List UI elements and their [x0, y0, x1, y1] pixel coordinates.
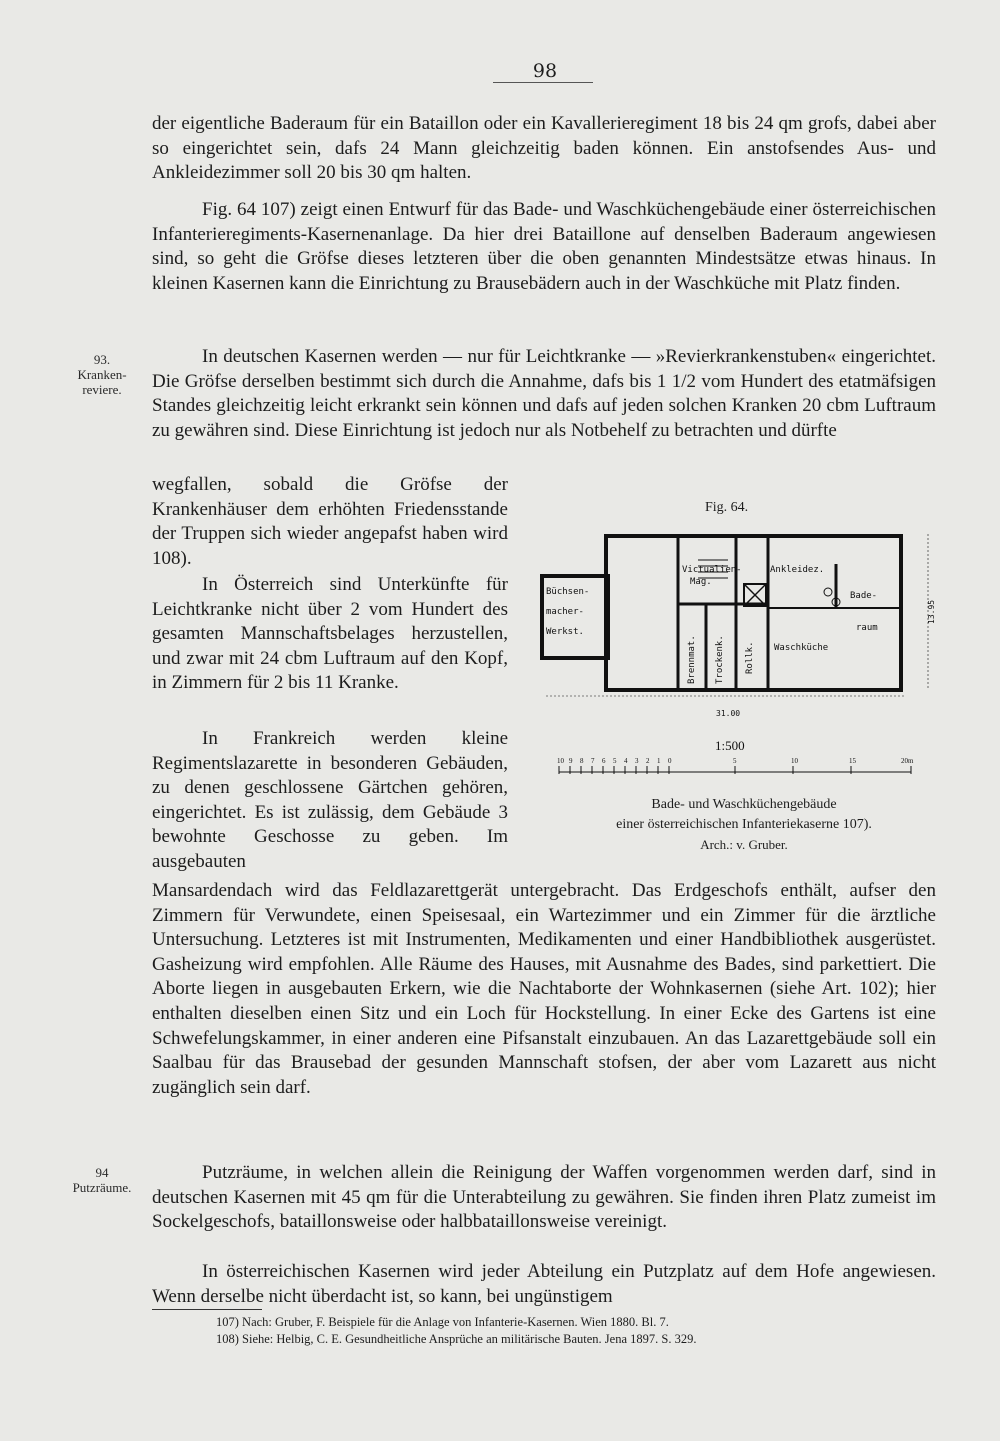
room-label: Werkst. [546, 627, 584, 637]
footnote: 108) Siehe: Helbig, C. E. Gesundheitliche Ansprüche an militärische Bauten. Jena 1897. S. 329. [216, 1332, 697, 1346]
scale-tick-label: 0 [668, 757, 672, 765]
scale-tick-label: 15 [849, 757, 856, 765]
footnote: 107) Nach: Gruber, F. Beispiele für die Anlage von Infanterie-Kasernen. Wien 1880. Bl. 7. [216, 1315, 669, 1329]
figure-caption-architect: Arch.: v. Gruber. [700, 837, 788, 852]
room-label: Victualien- [682, 565, 742, 575]
room-label: Ankleidez. [770, 565, 825, 575]
scale-tick-label: 5 [613, 757, 617, 765]
scale-tick-label: 4 [624, 757, 628, 765]
room-label: Rollk. [745, 641, 755, 674]
margin-note-94 [62, 1165, 142, 1195]
scale-ratio: 1:500 [715, 738, 745, 753]
room-label: Bade- [850, 591, 878, 601]
paragraph-1: der eigentliche Baderaum für ein Bataillon oder ein Kavallerieregiment 18 bis 24 qm grofs, dabei aber so eingerichtet sein, dafs 24 Mann gleichzeitig baden können. Ein anstofsendes Aus- und Ankleidezimmer soll 20 bis 30 qm halten. [152, 113, 936, 184]
room-label: Brennmat. [687, 635, 697, 684]
margin-note-label: Putzräume. [72, 1180, 132, 1195]
paragraph-3: In deutschen Kasernen werden — nur für Leichtkranke — »Revierkrankenstuben« eingerichtet. Die Gröfse derselben bestimmt sich durch die Annahme, dafs bis 1 1/2 vom Hundert des etatmäfsigen Standes gleichzeitig leicht erkrankt sein können und dafs auf jeden solchen Kranken 20 cbm Luftraum zu gewähren sind. Diese Einrichtung ist jedoch nur als Notbehelf zu betrachten und dürfte [152, 346, 936, 441]
room-label: Mag. [690, 577, 712, 587]
room-label: Büchsen- [546, 587, 590, 597]
scale-tick-label: 10 [791, 757, 798, 765]
figure-caption [548, 795, 940, 855]
room-label: macher- [546, 607, 584, 617]
scale-tick-label: 9 [569, 757, 573, 765]
footnote-rule [152, 1309, 262, 1310]
figure-caption-line: einer österreichischen Infanteriekaserne 107). [616, 817, 872, 832]
page-number: 98 [532, 60, 558, 82]
room-label: Trockenk. [715, 635, 725, 684]
scale-bar [555, 738, 935, 780]
room-label: Waschküche [774, 643, 829, 653]
paragraph-6: Putzräume, in welchen allein die Reinigung der Waffen vorgenommen werden darf, sind in deutschen Kasernen mit 45 qm für die Unterabteilung zu gewähren. Sie finden ihren Platz zumeist im Sockelgeschofs, bataillonsweise oder halbbataillonsweise vereinigt. [152, 1162, 936, 1233]
paragraph-5: In Frankreich werden kleine Regimentslazarette in besonderen Gebäuden, zu denen geschlossene Gärtchen gehören, eingerichtet. Es ist zulässig, dem Gebäude 3 bewohnte Geschosse zu geben. Im ausgebauten [152, 728, 508, 872]
scale-tick-label: 3 [635, 757, 639, 765]
scale-tick-label: 5 [733, 757, 737, 765]
figure-label: Fig. 64. [705, 500, 749, 515]
figure-caption-line: Bade- und Waschküchengebäude [651, 797, 837, 812]
scale-tick-label: 1 [657, 757, 661, 765]
paragraph-4: In Österreich sind Unterkünfte für Leichtkranke nicht über 2 vom Hundert des gesamten Mannschaftsbelages herzustellen, und zwar mit 24 cbm Luftraum auf den Kopf, in Zimmern für 2 bis 11 Kranke. [152, 574, 508, 694]
paragraph-5-continued: Mansardendach wird das Feldlazarettgerät untergebracht. Das Erdgeschofs enthält, aufser den Zimmern für Verwundete, einen Speisesaal, ein Wartezimmer und ein Zimmer für die ärztliche Untersuchung. Letzteres ist mit Instrumenten, Medikamenten und einer Handbibliothek ausgerüstet. Gasheizung wird empfohlen. Alle Räume des Hauses, mit Ausnahme des Bades, sind parkettiert. Die Aborte liegen in ausgebauten Erkern, wie die Nachtaborte der Wohnkasernen (siehe Art. 102); hier enthalten dieselben einen Sitz und ein Loch für Hockstellung. In einer Ecke des Gartens ist eine Schwefelungskammer, in einer anderen eine Pifsanstalt einzubauen. An das Lazarettgebäude soll ein Saalbau für das Brausebad der gesunden Mannschaft stofsen, der aber vom Lazarett aus nicht zugänglich sein darf. [152, 880, 936, 1098]
scale-tick-label: 10 [557, 757, 564, 765]
margin-note-number: 94 [95, 1165, 109, 1180]
scale-tick-label: 8 [580, 757, 584, 765]
scale-tick-label: 7 [591, 757, 595, 765]
paragraph-3-continued: wegfallen, sobald die Gröfse der Krankenhäuser dem erhöhten Friedensstande der Truppen sich wieder angepafst haben wird 108). [152, 474, 508, 569]
dimension-width: 31.00 [716, 709, 741, 718]
paragraph-2: Fig. 64 107) zeigt einen Entwurf für das Bade- und Waschküchengebäude einer österreichischen Infanterieregiments-Kasernenanlage. Da hier drei Bataillone auf denselben Baderaum angewiesen sind, so geht die Gröfse dieses letzteren über die oben genannten Mindestsätze etwas hinaus. In kleinen Kasernen kann die Einrichtung zu Brausebädern auch in der Waschküche mit Platz finden. [152, 199, 936, 294]
page-number-rule [493, 82, 593, 83]
scale-tick-label: 6 [602, 757, 606, 765]
scale-tick-label: 2 [646, 757, 650, 765]
room-label: raum [856, 623, 878, 633]
dimension-height: 13.95 [927, 599, 936, 624]
floor-plan [538, 524, 938, 724]
margin-note-label: Kranken- reviere. [77, 367, 127, 397]
footnotes [216, 1314, 936, 1348]
margin-note-93 [62, 352, 142, 397]
margin-note-number: 93. [93, 352, 111, 367]
scale-tick-label: 20m [901, 757, 914, 765]
paragraph-7: In österreichischen Kasernen wird jeder Abteilung ein Putzplatz auf dem Hofe angewiesen. Wenn derselbe nicht überdacht ist, so kann, bei ungünstigem [152, 1261, 936, 1307]
